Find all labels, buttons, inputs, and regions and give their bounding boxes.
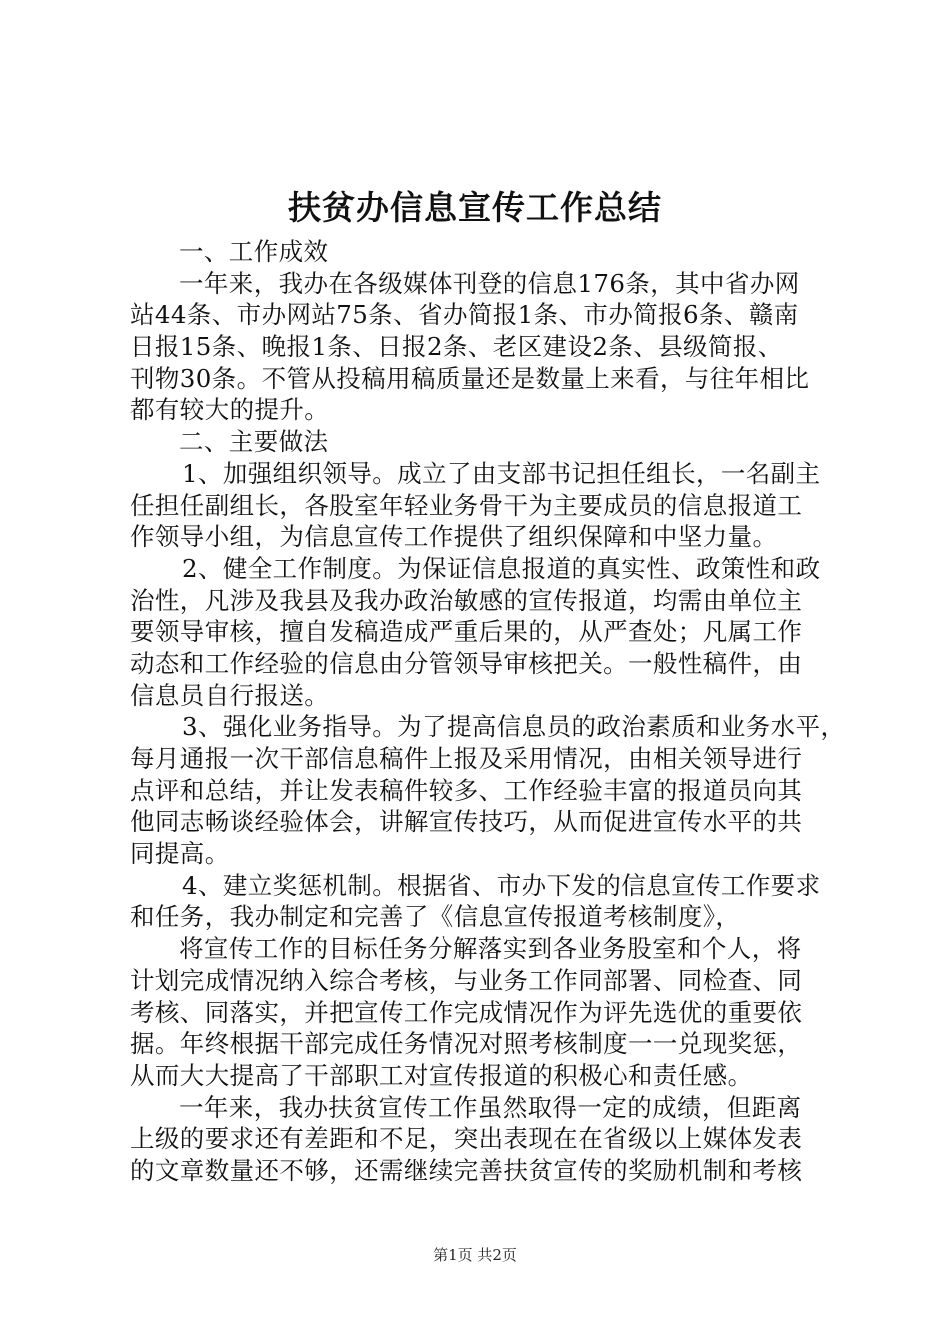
document-title: 扶贫办信息宣传工作总结 <box>288 188 662 227</box>
paragraph-line: 点评和总结，并让发表稿件较多、工作经验丰富的报道员向其 <box>130 775 803 805</box>
paragraph-line: 作领导小组，为信息宣传工作提供了组织保障和中坚力量。 <box>130 522 778 552</box>
paragraph-line: 任担任副组长，各股室年轻业务骨干为主要成员的信息报道工 <box>130 490 803 520</box>
section-heading-results: 一、工作成效 <box>179 237 329 266</box>
paragraph-line: 站44条、市办网站75条、省办简报1条、市办简报6条、赣南 <box>130 300 799 330</box>
paragraph-line: 刊物30条。不管从投稿用稿质量还是数量上来看，与往年相比 <box>130 363 810 393</box>
paragraph-line: 1、加强组织领导。成立了由支部书记担任组长，一名副主 <box>182 458 821 488</box>
paragraph-line: 将宣传工作的目标任务分解落实到各业务股室和个人，将 <box>179 934 802 964</box>
document-body <box>130 236 846 1187</box>
paragraph-line: 他同志畅谈经验体会，讲解宣传技巧，从而促进宣传水平的共 <box>130 807 803 837</box>
paragraph-line: 治性，凡涉及我县及我办政治敏感的宣传报道，均需由单位主 <box>130 585 803 615</box>
paragraph-line: 信息员自行报送。 <box>130 680 330 710</box>
paragraph-line: 同提高。 <box>130 839 230 869</box>
page-number-footer: 第1页 共2页 <box>433 1246 517 1264</box>
paragraph-line: 据。年终根据干部完成任务情况对照考核制度一一兑现奖惩， <box>130 1029 803 1059</box>
paragraph-line: 都有较大的提升。 <box>130 395 330 425</box>
paragraph-line: 动态和工作经验的信息由分管领导审核把关。一般性稿件，由 <box>130 648 803 678</box>
paragraph-line: 每月通报一次干部信息稿件上报及采用情况，由相关领导进行 <box>130 744 803 773</box>
paragraph-line: 一年来，我办扶贫宣传工作虽然取得一定的成绩，但距离 <box>179 1092 802 1122</box>
paragraph-line: 计划完成情况纳入综合考核，与业务工作同部署、同检查、同 <box>130 965 803 995</box>
paragraph-line: 4、建立奖惩机制。根据省、市办下发的信息宣传工作要求 <box>182 870 821 900</box>
paragraph-line: 一年来，我办在各级媒体刊登的信息176条，其中省办网 <box>179 268 800 298</box>
paragraph-line: 考核、同落实，并把宣传工作完成情况作为评先选优的重要依 <box>130 997 803 1027</box>
paragraph-line: 日报15条、晚报1条、日报2条、老区建设2条、县级简报、 <box>130 332 783 362</box>
paragraph-line: 从而大大提高了干部职工对宣传报道的积极心和责任感。 <box>130 1060 753 1090</box>
paragraph-line: 要领导审核，擅自发稿造成严重后果的，从严查处；凡属工作 <box>130 617 803 647</box>
section-heading-methods: 二、主要做法 <box>179 427 329 457</box>
paragraph-line: 2、健全工作制度。为保证信息报道的真实性、政策性和政 <box>182 553 821 583</box>
paragraph-line: 和任务，我办制定和完善了《信息宣传报道考核制度》， <box>130 902 741 932</box>
paragraph-line: 的文章数量还不够，还需继续完善扶贫宣传的奖励机制和考核 <box>130 1155 803 1185</box>
paragraph-line: 3、强化业务指导。为了提高信息员的政治素质和业务水平， <box>182 712 846 742</box>
paragraph-line: 上级的要求还有差距和不足，突出表现在在省级以上媒体发表 <box>130 1124 803 1154</box>
